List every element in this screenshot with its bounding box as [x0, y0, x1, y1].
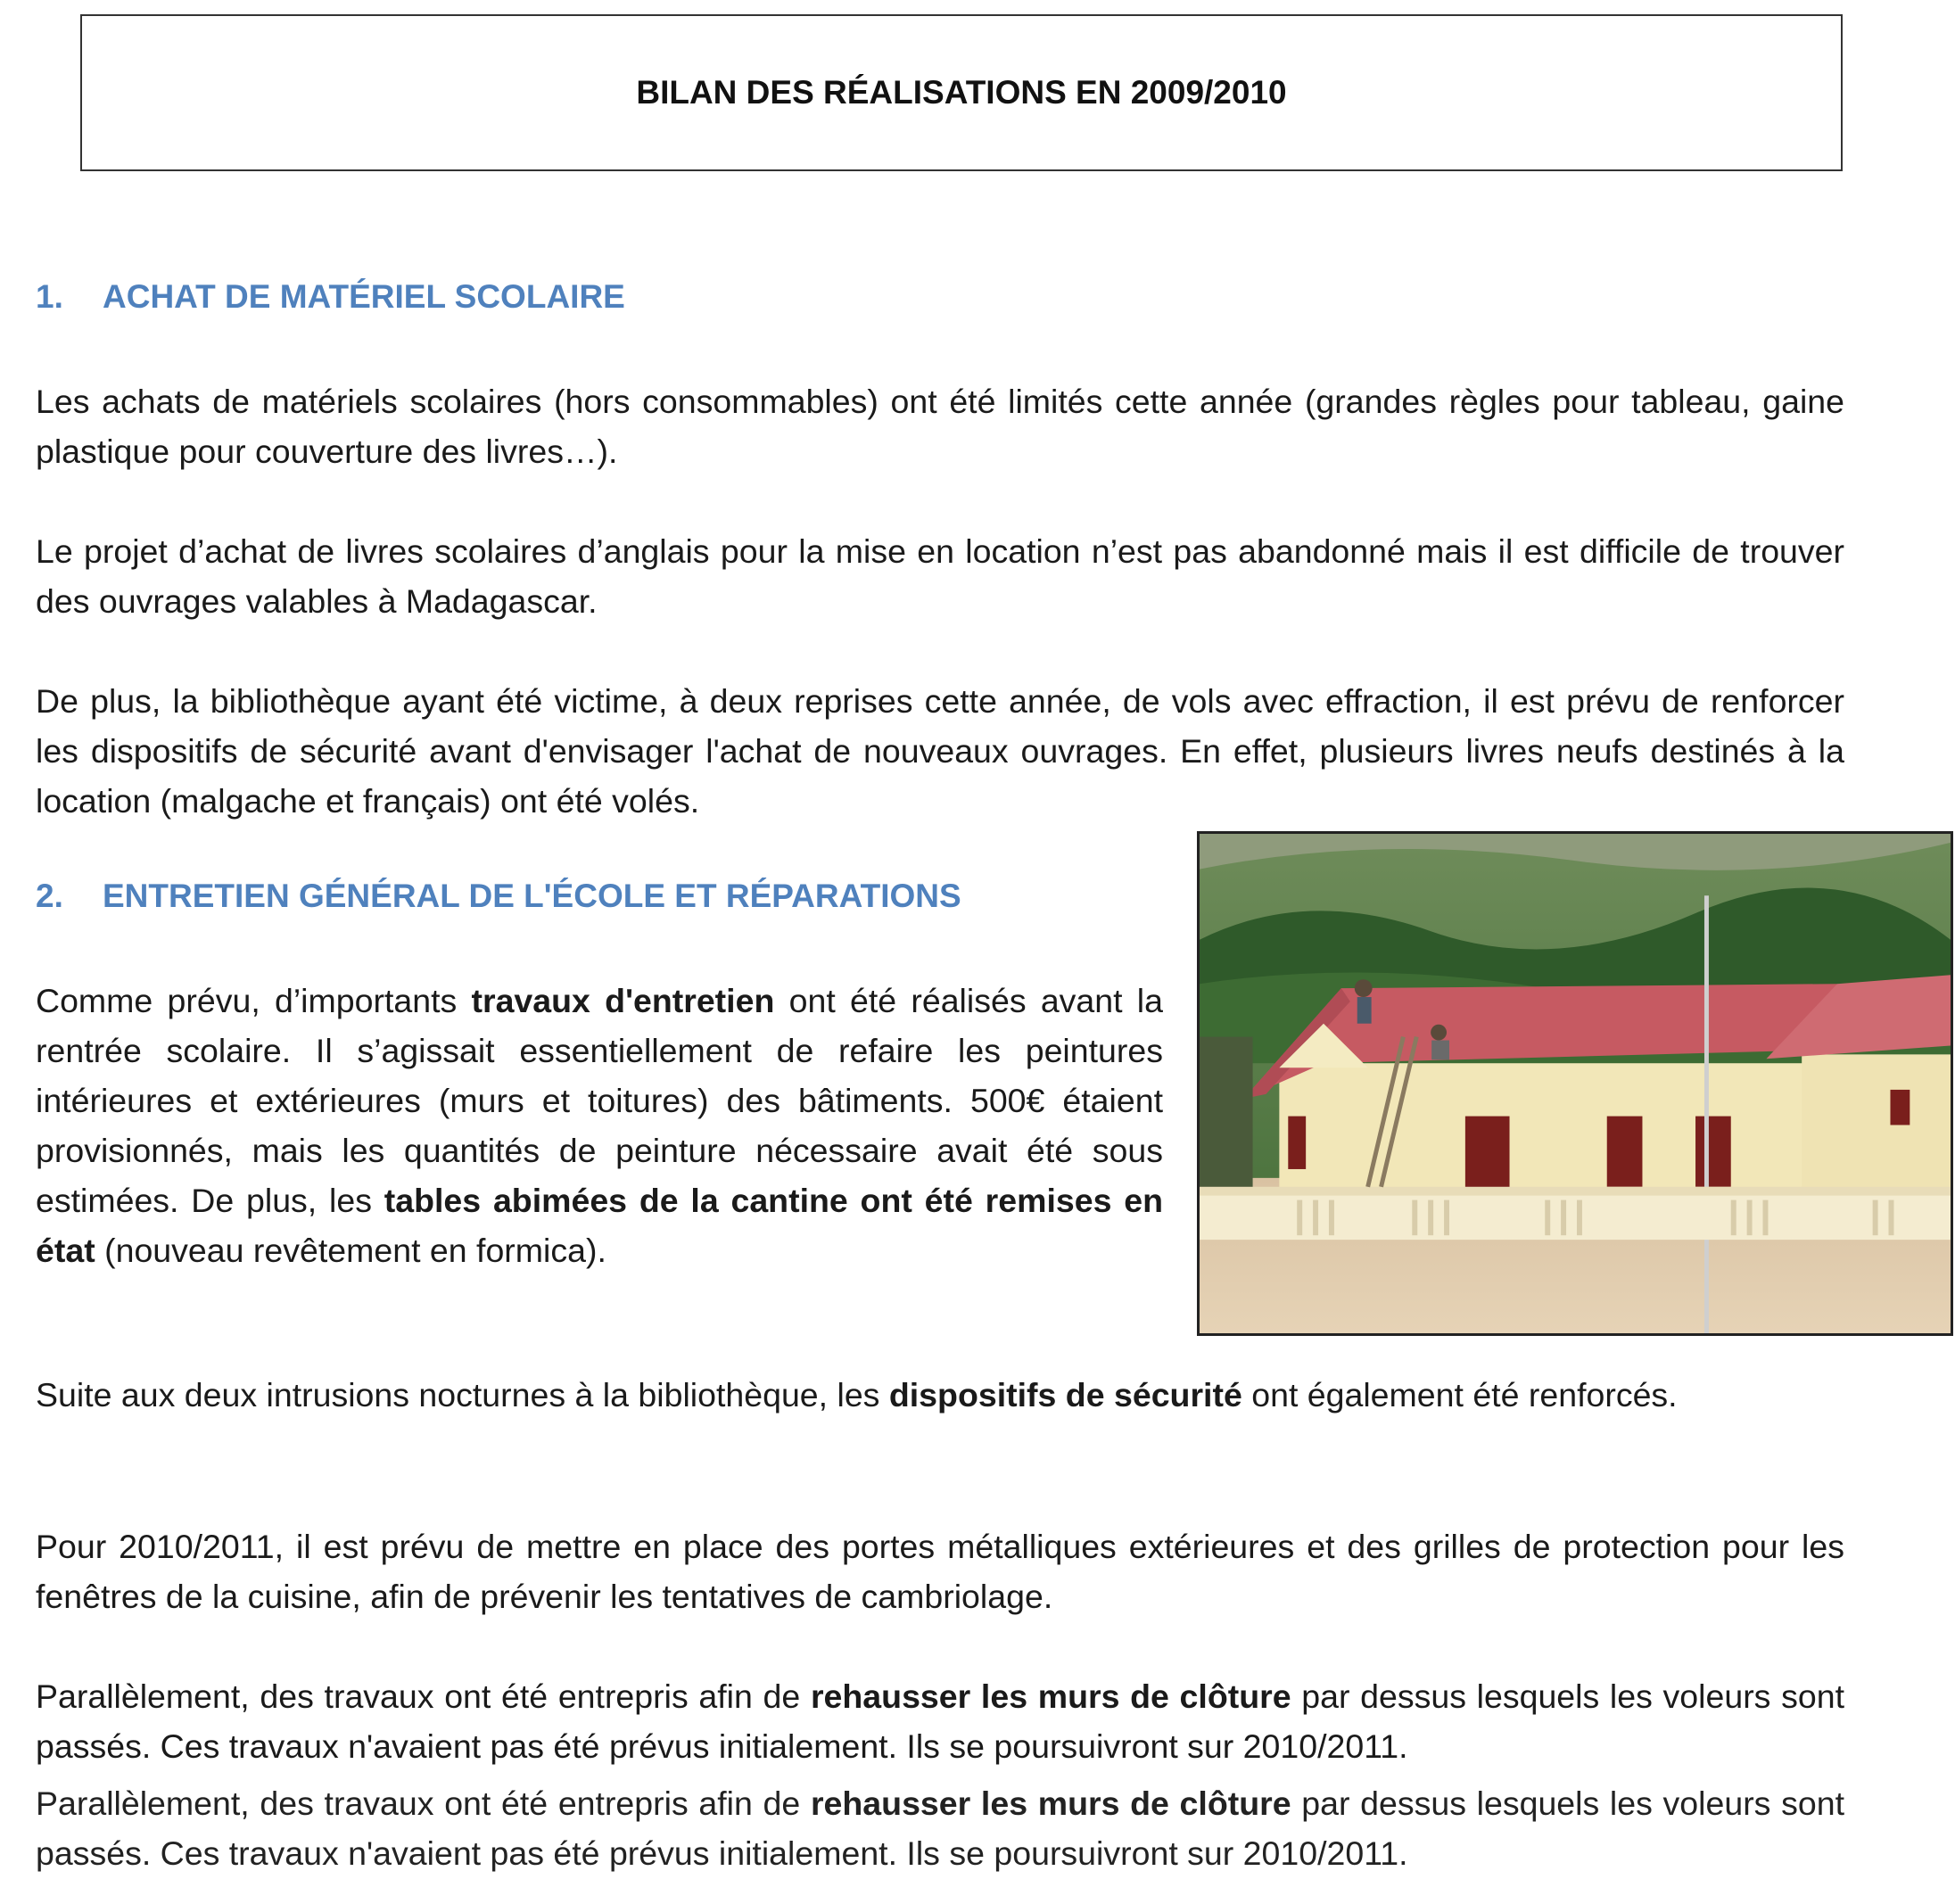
section-2-paragraph-4-duplicate	[36, 1778, 1844, 1878]
p1-bold-entretien: travaux d'entretien	[471, 982, 775, 1019]
section-1-paragraph-1: Les achats de matériels scolaires (hors consommables) ont été limités cette année (grandes règles pour tableau, gaine plastique pour couverture des livres…).	[36, 383, 1844, 470]
p4-dup-bold-murs: rehausser les murs de clôture	[810, 1784, 1291, 1822]
section-1-heading	[36, 278, 625, 316]
section-2-title: ENTRETIEN GÉNÉRAL DE L'ÉCOLE ET RÉPARATIONS	[103, 878, 961, 914]
section-2-number: 2.	[36, 878, 63, 914]
section-2-paragraph-4	[36, 1671, 1844, 1771]
page-title: BILAN DES RÉALISATIONS EN 2009/2010	[636, 74, 1287, 111]
p4-text-a: Parallèlement, des travaux ont été entrepris afin de	[36, 1677, 811, 1715]
section-1-paragraph-2: Le projet d’achat de livres scolaires d’anglais pour la mise en location n’est pas abandonné mais il est difficile de trouver des ouvrages valables à Madagascar.	[36, 532, 1844, 620]
p2-text-a: Suite aux deux intrusions nocturnes à la bibliothèque, les	[36, 1376, 889, 1414]
p4-dup-text-a: Parallèlement, des travaux ont été entrepris afin de	[36, 1784, 811, 1822]
title-box	[80, 14, 1843, 171]
p1-text-c: ont été réalisés avant la rentrée scolaire. Il s’agissait essentiellement de refaire les peintures intérieures et extérieures (murs et toitures) des bâtiments. 500€ étaient provisionnés, mais les quantités de peinture nécessaire avait été sous estimées. De plus, les	[36, 982, 1163, 1219]
school-building-illustration	[1200, 834, 1951, 1333]
p1-bold-tables: tables abimées de la cantine ont été remises en état	[36, 1182, 1164, 1269]
section-2-paragraph-1	[36, 976, 1163, 1275]
p1-text-a: Comme prévu, d’importants	[36, 982, 472, 1019]
p2-bold-securite: dispositifs de sécurité	[888, 1376, 1242, 1414]
p4-text-c: par dessus lesquels les voleurs sont passés. Ces travaux n'avaient pas été prévus initialement. Ils se poursuivront sur 2010/2011.	[36, 1677, 1844, 1765]
section-2-paragraph-3: Pour 2010/2011, il est prévu de mettre en place des portes métalliques extérieures et des grilles de protection pour les fenêtres de la cuisine, afin de prévenir les tentatives de cambriolage.	[36, 1528, 1844, 1615]
p1-text-e: (nouveau revêtement en formica).	[95, 1232, 606, 1269]
school-photo	[1197, 831, 1953, 1336]
p4-bold-murs: rehausser les murs de clôture	[810, 1677, 1291, 1715]
p4-dup-text-c: par dessus lesquels les voleurs sont passés. Ces travaux n'avaient pas été prévus initialement. Ils se poursuivront sur 2010/2011.	[36, 1784, 1844, 1872]
section-2-paragraph-2	[36, 1370, 1844, 1420]
p2-text-c: ont également été renforcés.	[1241, 1376, 1678, 1414]
section-1-title: ACHAT DE MATÉRIEL SCOLAIRE	[103, 278, 625, 315]
section-2-heading	[36, 878, 961, 915]
section-1-number: 1.	[36, 278, 63, 315]
section-1-paragraph-3: De plus, la bibliothèque ayant été victime, à deux reprises cette année, de vols avec effraction, il est prévu de renforcer les dispositifs de sécurité avant d'envisager l'achat de nouveaux ouvrages. En effet, plusieurs livres neufs destinés à la location (malgache et français) ont été volés.	[36, 682, 1844, 820]
